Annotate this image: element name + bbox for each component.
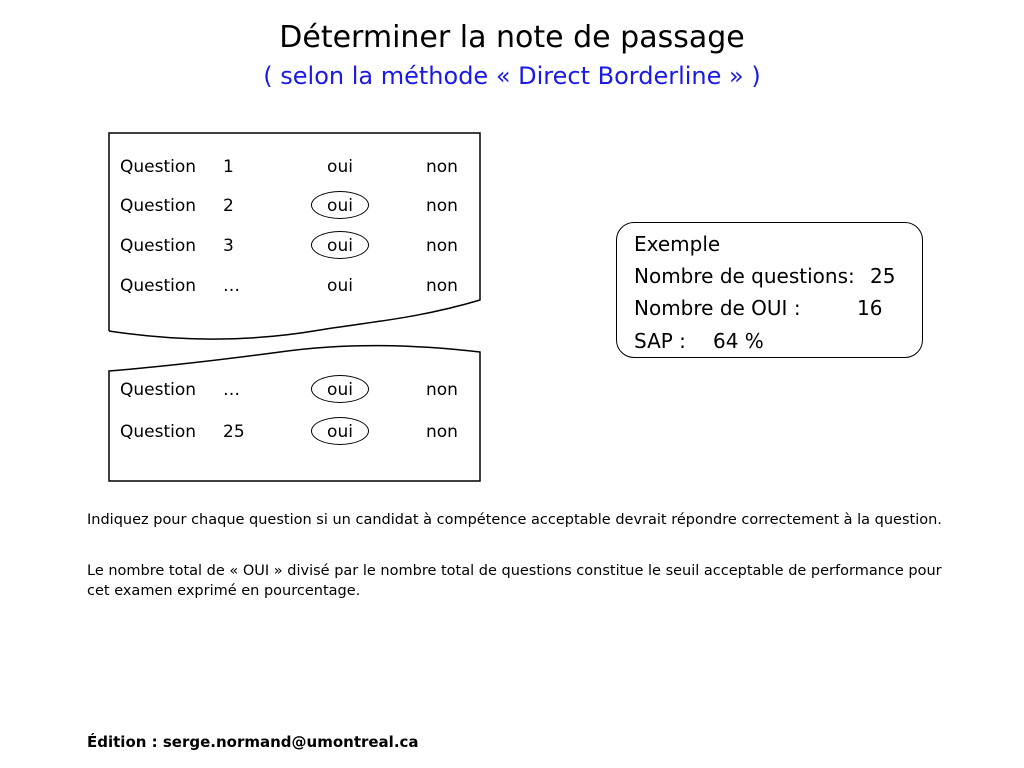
answer-no: non <box>426 276 458 296</box>
example-yes-label: Nombre de OUI : <box>634 296 801 320</box>
example-questions-value: 25 <box>870 264 896 288</box>
question-number: … <box>223 380 240 400</box>
answer-no: non <box>426 380 458 400</box>
answer-yes-circled: oui <box>311 375 369 403</box>
question-row-2 <box>120 191 492 221</box>
example-heading-text: Exemple <box>634 232 721 256</box>
example-yes-line <box>634 292 883 324</box>
sheet-bottom-outline <box>109 346 480 481</box>
example-questions-line <box>634 260 896 292</box>
question-number: … <box>223 276 240 296</box>
question-number: 2 <box>223 196 234 216</box>
example-yes-value: 16 <box>857 296 883 320</box>
instruction-paragraph: Indiquez pour chaque question si un candidat à compétence acceptable devrait répondre correctement à la question. <box>87 512 942 528</box>
example-questions-label: Nombre de questions: <box>634 264 855 288</box>
slide-title: Déterminer la note de passage <box>279 20 745 55</box>
explanation-paragraph: Le nombre total de « OUI » divisé par le nombre total de questions constitue le seuil acceptable de performance pour cet examen exprimé en pourcentage. <box>87 563 942 599</box>
answer-no: non <box>426 236 458 256</box>
answer-no: non <box>426 196 458 216</box>
question-label: Question <box>120 276 197 296</box>
question-row-1 <box>120 152 492 182</box>
answer-yes-circled: oui <box>311 191 369 219</box>
slide-subtitle: ( selon la méthode « Direct Borderline » ) <box>263 62 761 90</box>
question-number: 3 <box>223 236 234 256</box>
example-sap-label: SAP : <box>634 329 686 353</box>
example-sap-line <box>634 325 764 357</box>
question-number: 25 <box>223 422 245 442</box>
question-row-3 <box>120 231 492 261</box>
answer-yes: oui <box>327 157 353 177</box>
question-label: Question <box>120 157 197 177</box>
footer-credit: Édition : serge.normand@umontreal.ca <box>87 733 419 751</box>
example-box <box>616 222 923 358</box>
question-label: Question <box>120 236 197 256</box>
answer-yes-circled: oui <box>311 417 369 445</box>
question-row-ellipsis-2 <box>120 375 492 405</box>
answer-yes: oui <box>327 276 353 296</box>
question-label: Question <box>120 422 197 442</box>
question-row-25 <box>120 417 492 447</box>
example-heading <box>634 228 720 260</box>
question-label: Question <box>120 196 197 216</box>
example-sap-value: 64 % <box>713 329 764 353</box>
question-number: 1 <box>223 157 234 177</box>
answer-yes-circled: oui <box>311 231 369 259</box>
question-label: Question <box>120 380 197 400</box>
answer-no: non <box>426 157 458 177</box>
answer-no: non <box>426 422 458 442</box>
question-row-ellipsis <box>120 271 492 301</box>
